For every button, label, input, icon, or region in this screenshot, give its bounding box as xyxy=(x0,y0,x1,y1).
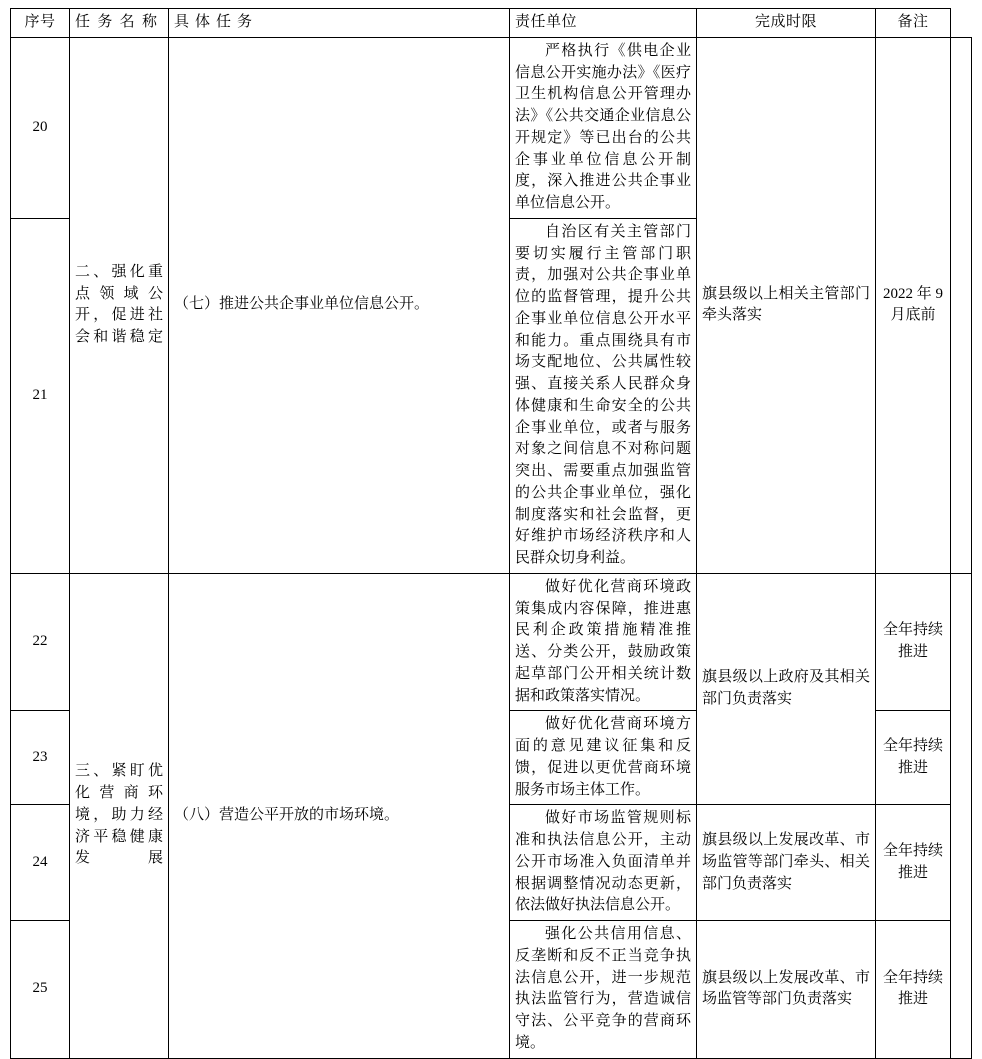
cell-responsible-unit: 旗县级以上政府及其相关部门负责落实 xyxy=(697,573,876,805)
cell-remark xyxy=(951,573,972,1058)
column-header-task-name: 任务名称 xyxy=(70,9,169,38)
cell-detail: 做好优化营商环境政策集成内容保障，推进惠民利企政策措施精准推送、分类公开，鼓励政策起草部门公开相关统计数据和政策落实情况。 xyxy=(510,573,697,711)
cell-responsible-unit: 旗县级以上发展改革、市场监管等部门牵头、相关部门负责落实 xyxy=(697,805,876,921)
cell-seq: 23 xyxy=(11,711,70,805)
task-table xyxy=(10,8,972,1059)
cell-detail: 做好市场监管规则标准和执法信息公开，主动公开市场准入负面清单并根据调整情况动态更新，依法做好执法信息公开。 xyxy=(510,805,697,921)
table-row xyxy=(11,573,972,711)
column-header-responsible-unit: 责任单位 xyxy=(510,9,697,38)
cell-task-name: 三、紧盯优化营商环境，助力经济平稳健康发展 xyxy=(70,573,169,1058)
cell-subtask-title: （八）营造公平开放的市场环境。 xyxy=(169,573,510,1058)
cell-subtask-title: （七）推进公共企事业单位信息公开。 xyxy=(169,37,510,573)
column-header-remark: 备注 xyxy=(876,9,951,38)
table-body xyxy=(11,37,972,1058)
column-header-subtask: 具体任务 xyxy=(169,9,510,38)
column-header-deadline: 完成时限 xyxy=(697,9,876,38)
cell-seq: 25 xyxy=(11,921,70,1059)
cell-detail: 强化公共信用信息、反垄断和反不正当竞争执法信息公开，进一步规范执法监管行为，营造诚信守法、公平竞争的营商环境。 xyxy=(510,921,697,1059)
cell-detail: 自治区有关主管部门要切实履行主管部门职责，加强对公共企事业单位的监督管理，提升公共企事业单位信息公开水平和能力。重点围绕具有市场支配地位、公共属性较强、直接关系人民群众身体健康和生命安全的公共企事业单位，或者与服务对象之间信息不对称问题突出、需要重点加强监管的公共企事业单位，强化制度落实和社会监督，更好维护市场经济秩序和人民群众切身利益。 xyxy=(510,218,697,573)
cell-deadline: 全年持续推进 xyxy=(876,711,951,805)
cell-responsible-unit: 旗县级以上相关主管部门牵头落实 xyxy=(697,37,876,573)
cell-deadline: 全年持续推进 xyxy=(876,921,951,1059)
cell-seq: 22 xyxy=(11,573,70,711)
cell-seq: 20 xyxy=(11,37,70,218)
cell-seq: 24 xyxy=(11,805,70,921)
table-header-row xyxy=(11,9,972,38)
cell-seq: 21 xyxy=(11,218,70,573)
cell-task-name: 二、强化重点领域公开，促进社会和谐稳定 xyxy=(70,37,169,573)
table-header xyxy=(11,9,972,38)
cell-responsible-unit: 旗县级以上发展改革、市场监管等部门负责落实 xyxy=(697,921,876,1059)
cell-deadline: 全年持续推进 xyxy=(876,573,951,711)
cell-remark xyxy=(951,37,972,573)
cell-deadline: 全年持续推进 xyxy=(876,805,951,921)
cell-deadline: 2022 年 9 月底前 xyxy=(876,37,951,573)
cell-detail: 做好优化营商环境方面的意见建议征集和反馈，促进以更优营商环境服务市场主体工作。 xyxy=(510,711,697,805)
table-row xyxy=(11,37,972,218)
cell-detail: 严格执行《供电企业信息公开实施办法》《医疗卫生机构信息公开管理办法》《公共交通企业信息公开规定》等已出台的公共企事业单位信息公开制度，深入推进公共企事业单位信息公开。 xyxy=(510,37,697,218)
column-header-seq: 序号 xyxy=(11,9,70,38)
